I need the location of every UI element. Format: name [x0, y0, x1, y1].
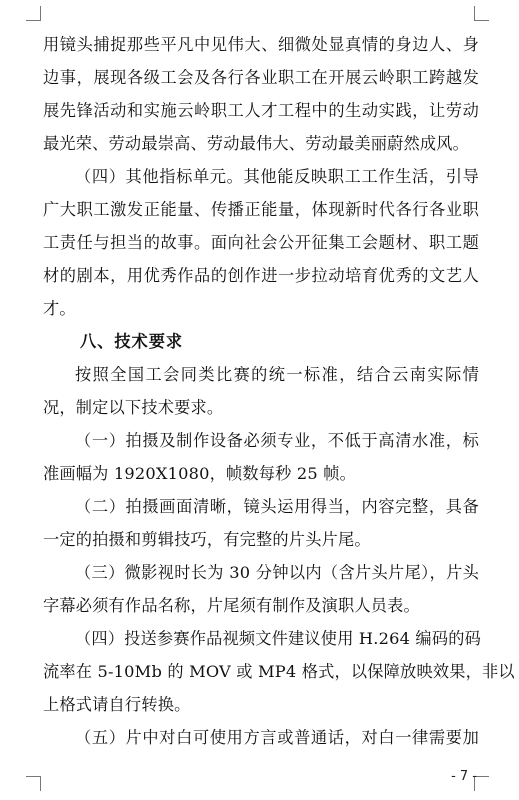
page-number: - 7 -	[451, 769, 477, 784]
text-line: 工责任与担当的故事。面向社会公开征集工会题材、职工题	[43, 233, 479, 252]
crop-mark-top-left	[26, 6, 41, 21]
section-heading: 八、技术要求	[80, 332, 184, 351]
text-line: 一定的拍摄和剪辑技巧，有完整的片头片尾。	[43, 530, 371, 549]
text-line: 准画幅为 1920X1080，帧数每秒 25 帧。	[43, 464, 357, 483]
document-body	[43, 28, 515, 754]
text-line: 广大职工激发正能量、传播正能量，体现新时代各行各业职	[43, 200, 479, 219]
text-line: （二）拍摄画面清晰，镜头运用得当，内容完整，具备	[75, 497, 479, 516]
text-line: （四）其他指标单元。其他能反映职工工作生活，引导	[75, 167, 479, 186]
text-line: 流率在 5-10Mb 的 MOV 或 MP4 格式，以保障放映效果，非以	[43, 662, 515, 681]
text-line: 况，制定以下技术要求。	[43, 398, 224, 417]
text-line: （三）微影视时长为 30 分钟以内（含片头片尾），片头	[75, 563, 479, 582]
text-line: 用镜头捕捉那些平凡中见伟大、细微处显真情的身边人、身	[43, 35, 479, 54]
text-line: 最光荣、劳动最崇高、劳动最伟大、劳动最美丽蔚然成风。	[43, 134, 470, 153]
text-line: 字幕必须有作品名称，片尾须有制作及演职人员表。	[43, 596, 420, 615]
crop-mark-top-right	[474, 6, 489, 21]
text-line: 才。	[43, 299, 76, 318]
crop-mark-bottom-left	[26, 776, 41, 791]
text-line: 边事，展现各级工会及各行各业职工在开展云岭职工跨越发	[43, 68, 479, 87]
text-line: 按照全国工会同类比赛的统一标准，结合云南实际情	[75, 365, 479, 384]
text-line: 材的剧本，用优秀作品的创作进一步拉动培育优秀的文艺人	[43, 266, 479, 285]
text-line: 上格式请自行转换。	[43, 695, 191, 714]
text-line: 展先锋活动和实施云岭职工人才工程中的生动实践，让劳动	[43, 101, 479, 120]
text-line: （四）投送参赛作品视频文件建议使用 H.264 编码的码	[75, 629, 481, 648]
text-line: （一）拍摄及制作设备必须专业，不低于高清水准，标	[75, 431, 479, 450]
text-line: （五）片中对白可使用方言或普通话，对白一律需要加	[75, 728, 479, 747]
